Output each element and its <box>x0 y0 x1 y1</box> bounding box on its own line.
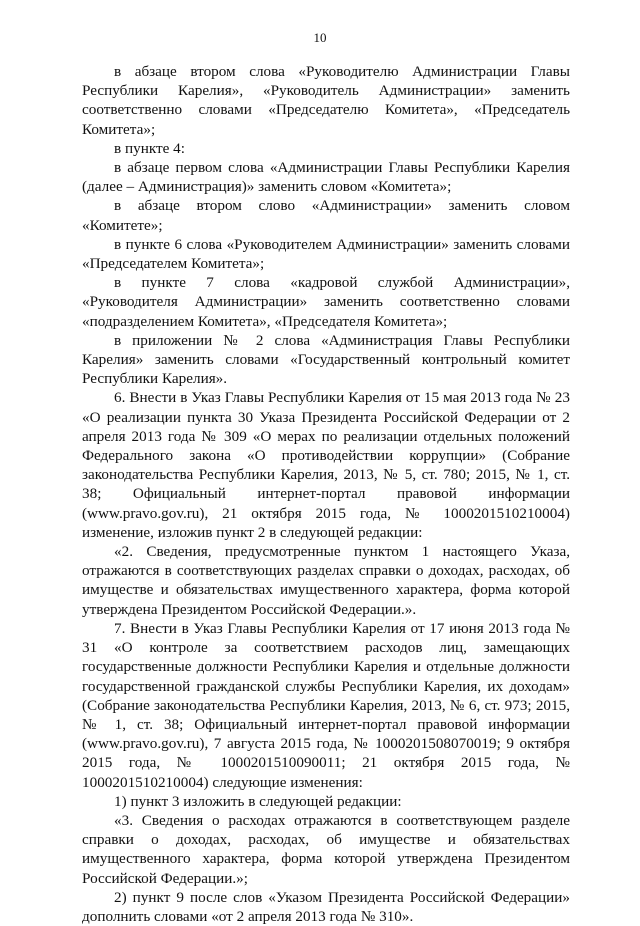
paragraph: в пункте 4: <box>114 139 185 157</box>
paragraph: «2. Сведения, предусмотренные пунктом 1 настоящего Указа, отражаются в соответствующих разделах справки о доходах, расходах, об имуществе и обязательствах имущественного характера, форма которой утверждена Президентом Российской Федерации.». <box>82 543 570 618</box>
paragraph: 7. Внести в Указ Главы Республики Карелия от 17 июня 2013 года № 31 «О контроле за соответствием расходов лиц, замещающих государственные должности Республики Карелия и отдельные должности государственной гражданской службы Республики Карелия, их доходам» (Собрание законодательства Республики Карелия, 2013, № 6, ст. 973; 2015, № 1, ст. 38; Официальный интернет-портал правовой информации (www.pravo.gov.ru), 7 августа 2015 года, № 1000201508070019; 9 октября 2015 года, № 1000201510090011; 21 октября 2015 года, № 1000201510210004) следующие изменения: <box>82 619 570 791</box>
page-number: 10 <box>313 30 327 45</box>
paragraph: в пункте 7 слова «кадровой службой Администрации», «Руководителя Администрации» заменить соответственно словами «подразделением Комитета», «Председателя Комитета»; <box>82 274 570 330</box>
document-body <box>82 62 570 926</box>
paragraph: в пункте 6 слова «Руководителем Администрации» заменить словами «Председателем Комитета»; <box>82 235 570 273</box>
paragraph: «3. Сведения о расходах отражаются в соответствующем разделе справки о доходах, расходах, об имуществе и обязательствах имущественного характера, форма которой утверждена Президентом Российской Федерации.»; <box>82 811 570 887</box>
paragraph: 6. Внести в Указ Главы Республики Карелия от 15 мая 2013 года № 23 «О реализации пункта 30 Указа Президента Российской Федерации от 2 апреля 2013 года № 309 «О мерах по реализации отдельных положений Федерального закона «О противодействии коррупции» (Собрание законодательства Республики Карелия, 2013, № 5, ст. 780; 2015, № 1, ст. 38; Официальный интернет-портал правовой информации (www.pravo.gov.ru), 21 октября 2015 года, № 1000201510210004) изменение, изложив пункт 2 в следующей редакции: <box>82 389 570 541</box>
paragraph: 1) пункт 3 изложить в следующей редакции: <box>114 792 402 810</box>
paragraph: 2) пункт 9 после слов «Указом Президента Российской Федерации» дополнить словами «от 2 апреля 2013 года № 310». <box>82 888 570 925</box>
paragraph: в абзаце первом слова «Администрации Главы Республики Карелия (далее – Администрация)» заменить словом «Комитета»; <box>82 159 570 196</box>
paragraph: в приложении № 2 слова «Администрация Главы Республики Карелия» заменить словами «Государственный контрольный комитет Республики Карелия». <box>82 331 570 388</box>
paragraph: в абзаце втором слово «Администрации» заменить словом «Комитете»; <box>82 197 570 234</box>
paragraph: в абзаце втором слова «Руководителю Администрации Главы Республики Карелия», «Руководитель Администрации» заменить соответственно словами «Председателю Комитета», «Председатель Комитета»; <box>82 63 570 138</box>
